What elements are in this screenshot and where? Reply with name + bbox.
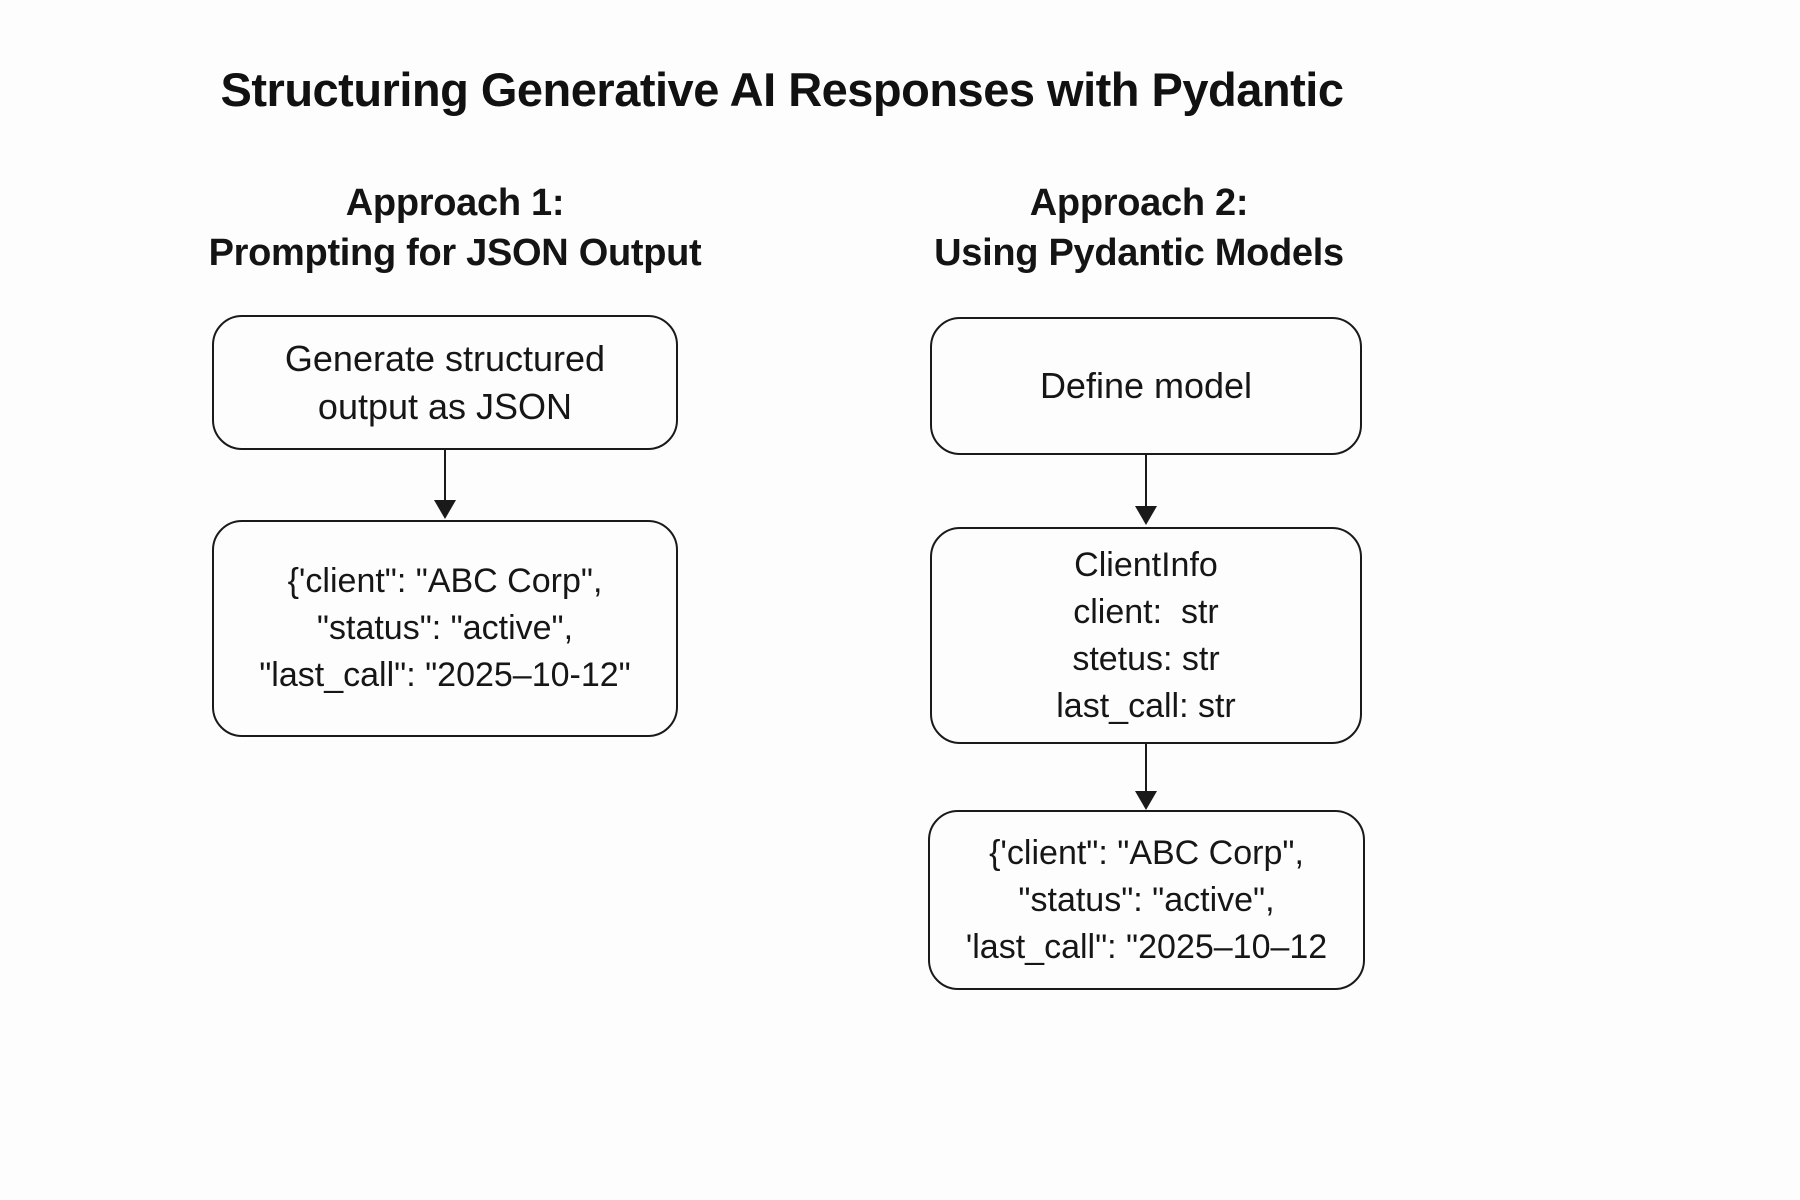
define-model-node [930,317,1362,455]
flow-arrow-icon [1134,455,1158,525]
json-line: "last_call": "2025–10-12" [259,656,631,694]
arrow-head [1135,791,1157,810]
approach-2-heading-line1: Approach 2: [1029,182,1249,224]
generate-structured-output-node [212,315,678,450]
approach-1-heading-line1: Approach 1: [345,182,565,224]
flow-arrow-icon [433,450,457,519]
json-output-node-left [212,520,678,737]
node-text-line: Generate structured [284,337,606,379]
arrow-head [1135,506,1157,525]
flow-arrow-icon [1134,744,1158,810]
model-name-line: ClientInfo [1074,545,1218,584]
approach-1-heading [209,178,702,278]
arrow-shaft [1145,455,1148,506]
approach-2-heading [934,178,1344,278]
json-line: "status": "active", [316,609,574,647]
json-output-node-right [928,810,1365,990]
node-text-line: output as JSON [317,385,573,427]
model-field-line: client: str [1073,592,1219,631]
clientinfo-model-node [930,527,1362,744]
approach-2-heading-line2: Using Pydantic Models [934,232,1344,274]
arrow-shaft [1145,744,1148,791]
model-field-line: last_call: str [1056,686,1236,725]
node-text-line: Define model [1039,365,1253,406]
arrow-shaft [444,450,447,500]
json-line: 'last_call": "2025–10–12 [965,927,1328,966]
model-field-line: stetus: str [1072,639,1220,678]
approach-1-heading-line2: Prompting for JSON Output [208,232,702,274]
json-line: "status": "active", [1018,880,1275,919]
json-line: {'client": "ABC Corp", [287,562,603,600]
json-line: {'client": "ABC Corp", [989,833,1304,872]
arrow-head [434,500,456,519]
page-title: Structuring Generative AI Responses with Pydantic [220,63,1344,116]
